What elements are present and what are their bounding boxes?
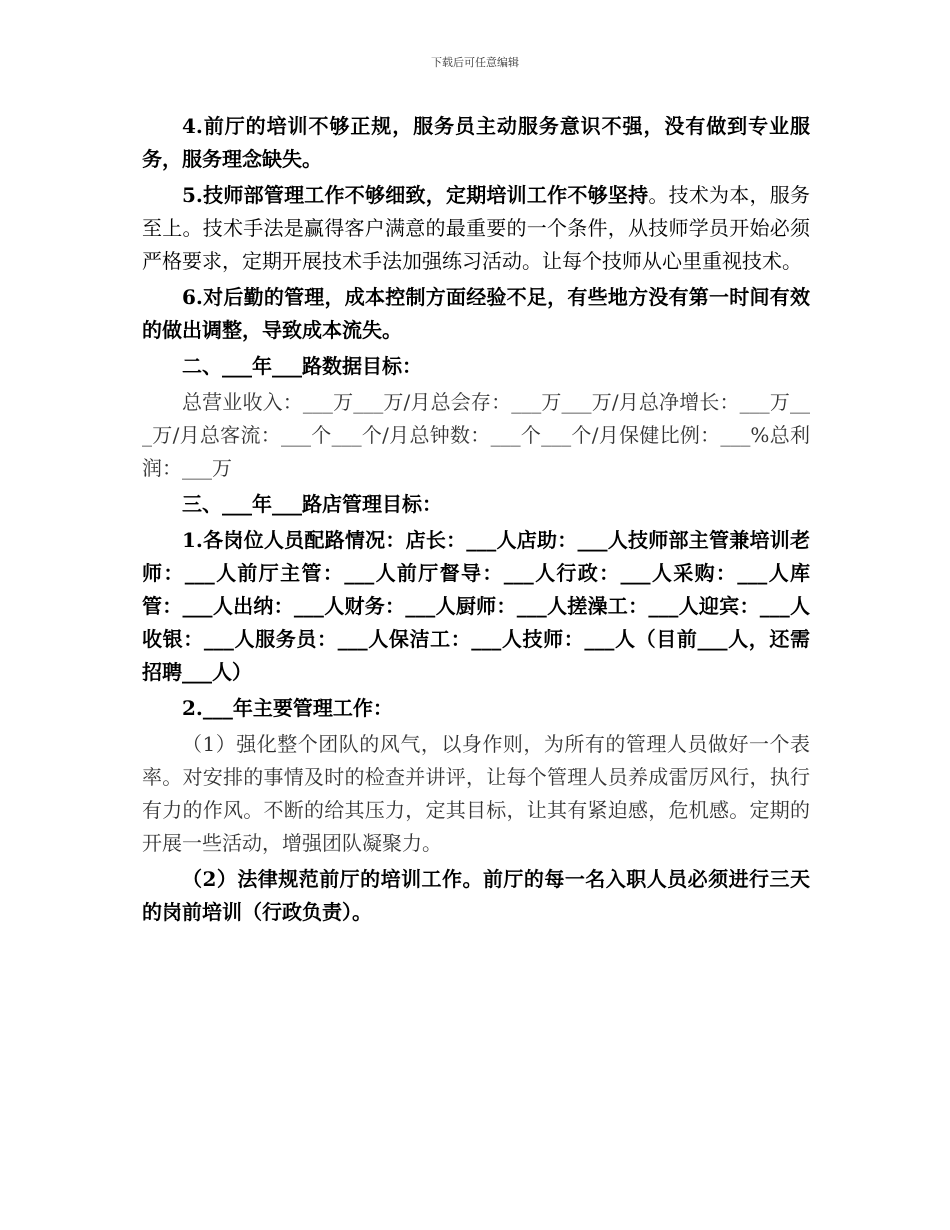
heading-text: 2.___年主要管理工作： bbox=[182, 696, 393, 720]
paragraph-bold-text: 6.对后勤的管理，成本控制方面经验不足，有些地方没有第一时间有效的做出调整，导致成本流失。 bbox=[142, 285, 810, 342]
paragraph-front-desk-onboarding bbox=[142, 863, 810, 929]
paragraph-team-culture bbox=[142, 728, 810, 860]
paragraph-staffing-plan bbox=[142, 524, 810, 689]
paragraph-text: 总营业收入：___万___万/月总会存：___万___万/月总净增长：___万___万/月总客流：___个___个/月总钟数：___个___个/月保健比例：___%总利润：___万 bbox=[142, 390, 810, 480]
paragraph-front-desk-training bbox=[142, 110, 810, 176]
paragraph-bold-text: （2）法律规范前厅的培训工作。前厅的每一名入职人员必须进行三天的岗前培训（行政负责）。 bbox=[142, 867, 810, 924]
paragraph-text: （1）强化整个团队的风气，以身作则，为所有的管理人员做好一个表率。对安排的事情及时的检查并讲评，让每个管理人员养成雷厉风行，执行有力的作风。不断的给其压力，定其目标，让其有紧迫感，危机感。定期的开展一些活动，增强团队凝聚力。 bbox=[142, 732, 810, 855]
heading-text: 三、___年___路店管理目标： bbox=[182, 492, 442, 516]
paragraph-bold-text: 4.前厅的培训不够正规，服务员主动服务意识不强，没有做到专业服务，服务理念缺失。 bbox=[142, 114, 810, 171]
paragraph-technician-management bbox=[142, 179, 810, 278]
page-header: 下载后可任意编辑 bbox=[431, 56, 519, 69]
heading-text: 二、___年___路数据目标： bbox=[182, 354, 422, 378]
paragraph-bold-text: 5.技师部管理工作不够细致，定期培训工作不够坚持 bbox=[182, 183, 649, 207]
paragraph-logistics-management bbox=[142, 281, 810, 347]
paragraph-text: 。技术为本，服务至上。技术手法是赢得客户满意的最重要的一个条件，从技师学员开始必须严格要求，定期开展技术手法加强练习活动。让每个技师从心里重视技术。 bbox=[142, 183, 811, 273]
section-heading-management-targets bbox=[142, 488, 810, 521]
document-body bbox=[142, 110, 810, 932]
paragraph-revenue-targets bbox=[142, 386, 810, 485]
paragraph-bold-text: 1.各岗位人员配路情况：店长：___人店助：___人技师部主管兼培训老师：___人前厅主管：___人前厅督导：___人行政：___人采购：___人库管：___人出纳：___人财务：___人厨师：___人搓澡工：___人迎宾：___人收银：___人服务员：___人保洁工：___人技师：___人（目前___人，还需招聘___人） bbox=[142, 528, 810, 684]
section-heading-data-targets bbox=[142, 350, 810, 383]
subheading-main-management-work bbox=[142, 692, 810, 725]
